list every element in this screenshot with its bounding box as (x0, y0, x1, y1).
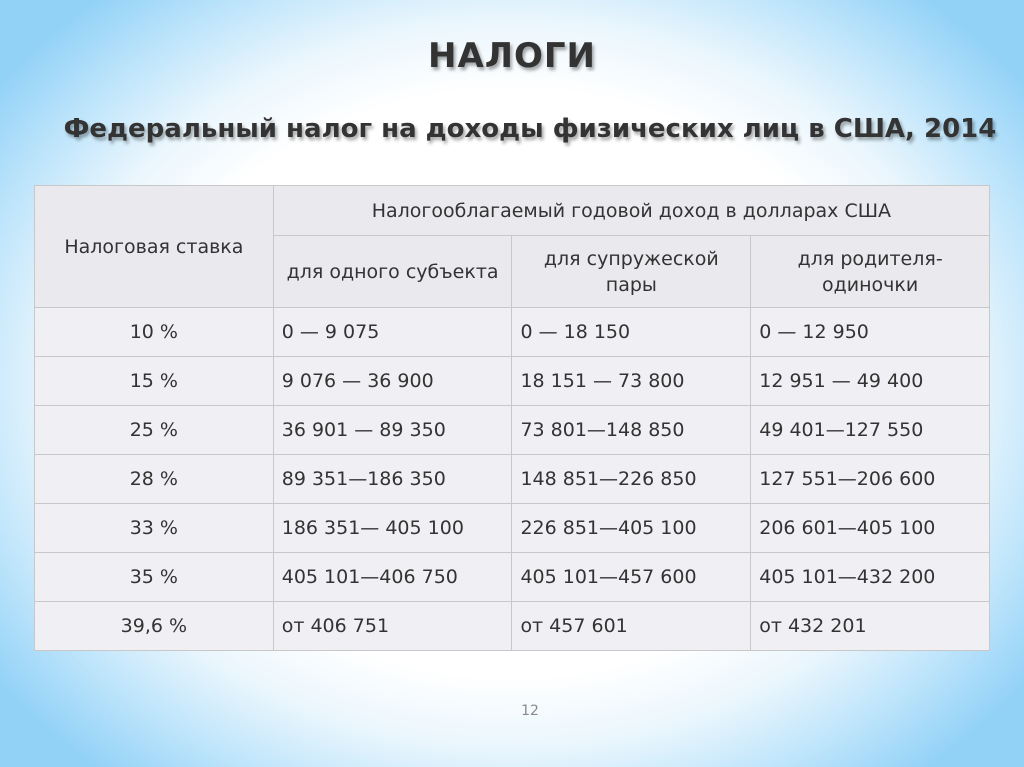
cell-single-parent: 405 101—432 200 (751, 553, 990, 602)
cell-married: 226 851—405 100 (512, 504, 751, 553)
cell-single: от 406 751 (273, 602, 512, 651)
header-single: для одного субъекта (273, 236, 512, 308)
cell-married: 0 — 18 150 (512, 308, 751, 357)
cell-single: 36 901 — 89 350 (273, 406, 512, 455)
page-number: 12 (521, 703, 539, 719)
cell-single: 186 351— 405 100 (273, 504, 512, 553)
table-row (35, 308, 990, 357)
cell-single: 9 076 — 36 900 (273, 357, 512, 406)
cell-single-parent: 0 — 12 950 (751, 308, 990, 357)
header-single-parent: для родителя-одиночки (751, 236, 990, 308)
cell-single-parent: 206 601—405 100 (751, 504, 990, 553)
cell-rate: 10 % (35, 308, 274, 357)
table-row (35, 553, 990, 602)
header-taxable-income: Налогооблагаемый годовой доход в долларах США (273, 186, 989, 236)
cell-single-parent: 49 401—127 550 (751, 406, 990, 455)
table-row (35, 602, 990, 651)
table-row (35, 406, 990, 455)
table-row (35, 504, 990, 553)
header-tax-rate: Налоговая ставка (35, 186, 274, 308)
slide-title: НАЛОГИ (427, 36, 597, 76)
cell-single-parent: от 432 201 (751, 602, 990, 651)
cell-married: 405 101—457 600 (512, 553, 751, 602)
cell-rate: 25 % (35, 406, 274, 455)
cell-rate: 33 % (35, 504, 274, 553)
cell-married: 73 801—148 850 (512, 406, 751, 455)
cell-single-parent: 12 951 — 49 400 (751, 357, 990, 406)
table-row (35, 357, 990, 406)
cell-single-parent: 127 551—206 600 (751, 455, 990, 504)
cell-single: 405 101—406 750 (273, 553, 512, 602)
slide-subtitle: Федеральный налог на доходы физических лиц в США, 2014 (63, 114, 997, 144)
table-row (35, 455, 990, 504)
cell-rate: 15 % (35, 357, 274, 406)
cell-single: 89 351—186 350 (273, 455, 512, 504)
cell-married: 18 151 — 73 800 (512, 357, 751, 406)
tax-table (34, 185, 990, 651)
cell-married: от 457 601 (512, 602, 751, 651)
cell-rate: 35 % (35, 553, 274, 602)
cell-married: 148 851—226 850 (512, 455, 751, 504)
cell-rate: 39,6 % (35, 602, 274, 651)
header-married: для супружеской пары (512, 236, 751, 308)
cell-rate: 28 % (35, 455, 274, 504)
table-header-row (35, 186, 990, 236)
cell-single: 0 — 9 075 (273, 308, 512, 357)
